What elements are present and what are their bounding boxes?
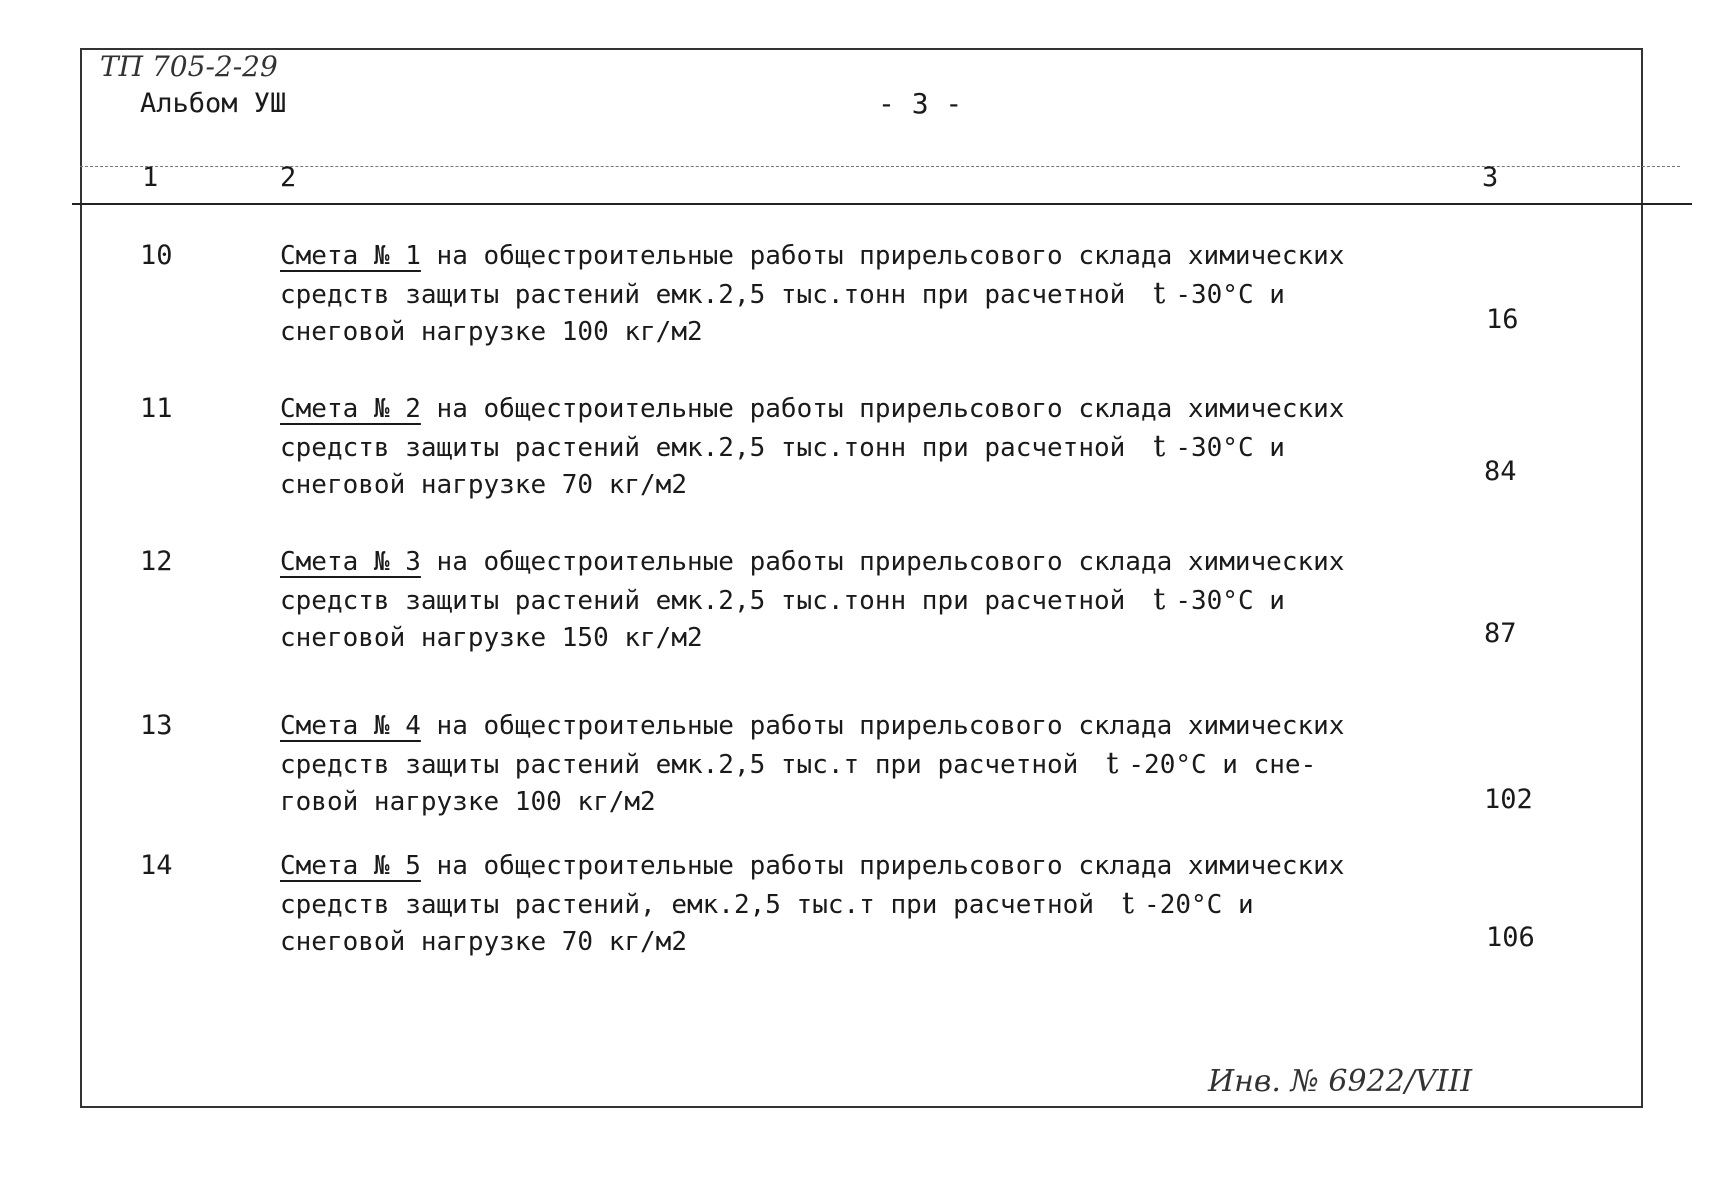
row-page: 87	[1484, 618, 1517, 649]
row-line-3: снеговой нагрузке 100 кг/м2	[280, 317, 703, 347]
estimate-title: Смета № 1	[280, 241, 421, 271]
inventory-note: Инв. № 6922/VIII	[1208, 1064, 1473, 1099]
estimate-title: Смета № 5	[280, 851, 421, 881]
estimate-title: Смета № 2	[280, 394, 421, 424]
album-label: Альбом УШ	[140, 88, 287, 119]
column-header-1: 1	[142, 162, 159, 193]
temperature-symbol: t	[1106, 746, 1119, 781]
temperature-symbol: t	[1153, 276, 1166, 311]
row-line-3: снеговой нагрузке 150 кг/м2	[280, 623, 703, 653]
row-number: 11	[140, 393, 173, 424]
row-line-3: снеговой нагрузке 70 кг/м2	[280, 470, 687, 500]
row-page: 84	[1484, 456, 1517, 487]
row-number: 13	[140, 710, 173, 741]
row-description: Смета № 5 на общестроительные работы прирельсового склада химических средств защиты растений, емк.2,5 тыс.т при расчетной t -20°С и снеговой нагрузке 70 кг/м2	[280, 848, 1360, 961]
column-header-2: 2	[280, 162, 297, 193]
temperature-symbol: t	[1121, 886, 1135, 921]
row-page: 106	[1486, 922, 1535, 953]
estimate-title: Смета № 3	[280, 547, 421, 577]
page-number: - 3 -	[878, 87, 963, 120]
column-header-3: 3	[1482, 162, 1499, 193]
row-number: 14	[140, 850, 173, 881]
row-description: Смета № 3 на общестроительные работы прирельсового склада химических средств защиты растений емк.2,5 тыс.тонн при расчетной t -30°С и снеговой нагрузке 150 кг/м2	[280, 544, 1360, 657]
row-description: Смета № 4 на общестроительные работы прирельсового склада химических средств защиты растений емк.2,5 тыс.т при расчетной t -20°С и сне- говой нагрузке 100 кг/м2	[280, 708, 1360, 821]
row-line-3: говой нагрузке 100 кг/м2	[280, 787, 656, 817]
row-number: 12	[140, 546, 173, 577]
row-number: 10	[140, 240, 173, 271]
header-dash-rule	[80, 166, 1680, 167]
row-description: Смета № 2 на общестроительные работы прирельсового склада химических средств защиты растений емк.2,5 тыс.тонн при расчетной t -30°С и снеговой нагрузке 70 кг/м2	[280, 391, 1360, 504]
temperature-symbol: t	[1153, 582, 1166, 617]
header-rule	[72, 203, 1692, 205]
row-page: 102	[1484, 784, 1533, 815]
row-line-3: снеговой нагрузке 70 кг/м2	[280, 927, 687, 957]
doc-code: ТП 705-2-29	[100, 50, 278, 83]
row-page: 16	[1486, 304, 1519, 335]
temperature-symbol: t	[1153, 429, 1166, 464]
estimate-title: Смета № 4	[280, 711, 421, 741]
row-description: Смета № 1 на общестроительные работы прирельсового склада химических средств защиты растений емк.2,5 тыс.тонн при расчетной t -30°С и снеговой нагрузке 100 кг/м2	[280, 238, 1360, 351]
